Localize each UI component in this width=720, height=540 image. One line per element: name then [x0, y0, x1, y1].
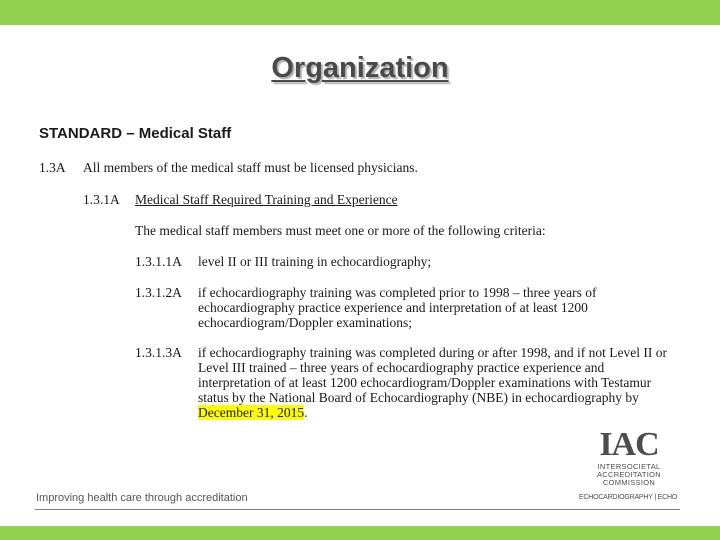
section-number-1-3-1a: 1.3.1A: [83, 192, 120, 207]
section-text-1-3a: All members of the medical staff must be licensed physicians.: [83, 160, 418, 175]
criterion-text: if echocardiography training was completed during or after 1998, and if not Level II or Level III trained – three years of echocardiography practice experience and interpretation of at least 1200 echocardiogram/Doppler examinations with Testamur status by the National Board of Echocardiography (NBE) in echocardiography by: [198, 345, 667, 405]
criterion-number: 1.3.1.1A: [135, 254, 182, 269]
logo-line-intersocietal: INTERSOCIETAL: [597, 462, 661, 471]
criterion-number: 1.3.1.3A: [135, 345, 182, 360]
criterion-paragraph: [198, 345, 668, 420]
criterion-text: if echocardiography training was completed prior to 1998 – three years of echocardiography practice experience and interpretation of at least 1200 echocardiogram/Doppler examinations;: [198, 285, 597, 330]
criterion-text: level II or III training in echocardiography;: [198, 254, 432, 269]
standard-heading: STANDARD – Medical Staff: [39, 125, 232, 142]
logo-subtitle: ECHOCARDIOGRAPHY | ECHO: [578, 494, 678, 501]
bottom-accent-bar: [0, 526, 720, 540]
iac-logo: [578, 426, 685, 508]
logo-line-accreditation: ACCREDITATION: [596, 470, 662, 479]
logo-line-commission: COMMISSION: [602, 478, 656, 487]
footer-divider: [35, 509, 680, 510]
footer-tagline: Improving health care through accreditation: [36, 492, 248, 504]
deadline-highlight: December 31, 2015: [198, 405, 305, 420]
section-title-1-3-1a: Medical Staff Required Training and Experience: [135, 192, 398, 207]
criterion-end: .: [304, 405, 308, 420]
slide-title: Organization: [271, 52, 449, 84]
criteria-intro: The medical staff members must meet one or more of the following criteria:: [135, 223, 546, 238]
iac-logo-mark: IAC: [599, 426, 659, 463]
section-number-1-3a: 1.3A: [39, 160, 66, 175]
criterion-number: 1.3.1.2A: [135, 285, 182, 300]
